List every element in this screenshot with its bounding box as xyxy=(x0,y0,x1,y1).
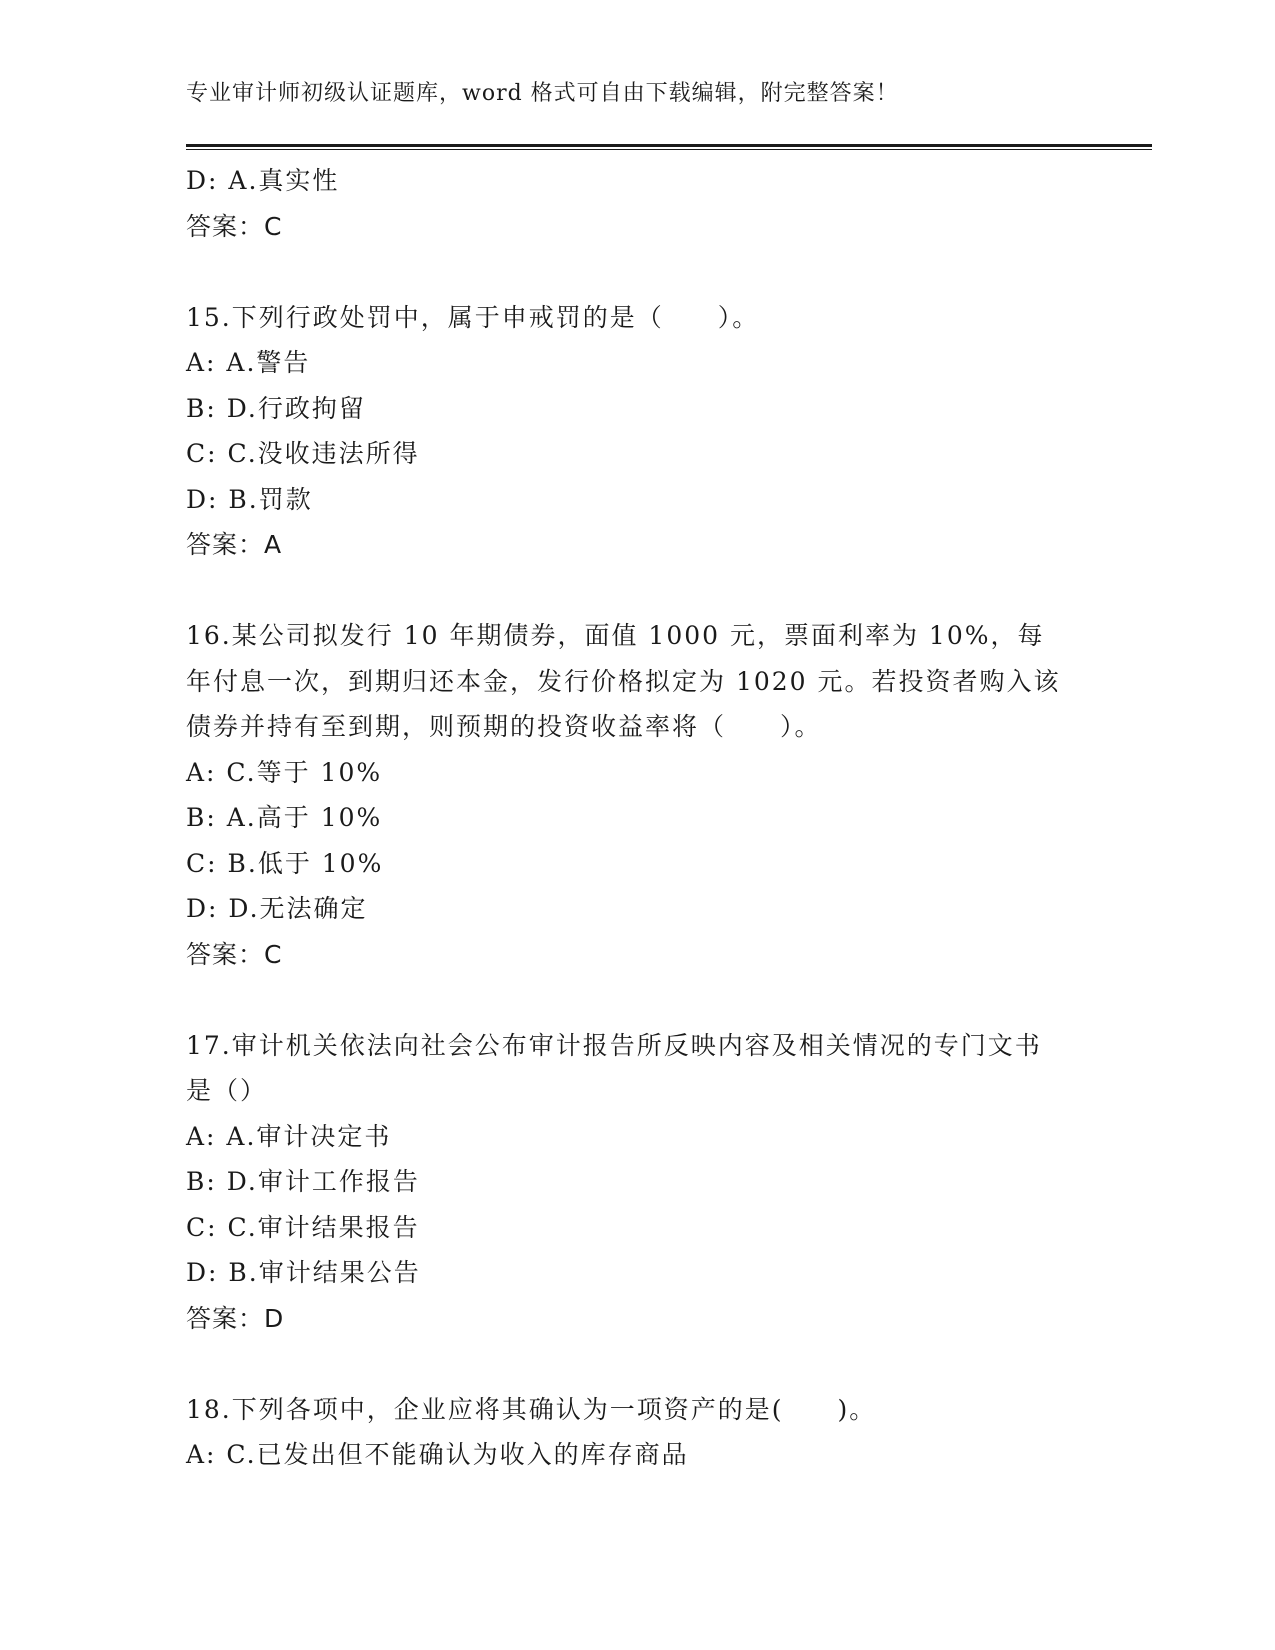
question-15 xyxy=(186,295,1086,568)
spacer xyxy=(186,568,1086,614)
question-stem: 17.审计机关依法向社会公布审计报告所反映内容及相关情况的专门文书是（） xyxy=(186,1030,1042,1105)
prev-option-d: D: A.真实性 xyxy=(186,166,340,195)
option-c: C: C.没收违法所得 xyxy=(186,439,420,468)
option-b: B: D.行政拘留 xyxy=(186,393,366,423)
option-b: B: D.审计工作报告 xyxy=(186,1167,420,1196)
question-18 xyxy=(186,1387,1086,1478)
question-stem: 18.下列各项中，企业应将其确认为一项资产的是( )。 xyxy=(186,1394,877,1424)
prev-answer: 答案：C xyxy=(186,211,283,241)
option-d: D: D.无法确定 xyxy=(186,894,368,923)
question-stem: 16.某公司拟发行 10 年期债券，面值 1000 元，票面利率为 10%，每年付息一次，到期归还本金，发行价格拟定为 1020 元。若投资者购入该债券并持有至到期，则预期的投资收益率将（ ）。 xyxy=(186,621,1061,741)
option-a: A: A.审计决定书 xyxy=(186,1121,392,1151)
option-b: B: A.高于 10% xyxy=(186,803,383,832)
document-body xyxy=(186,158,1086,1478)
question-17 xyxy=(186,1023,1086,1342)
answer: 答案：A xyxy=(186,530,283,559)
spacer xyxy=(186,977,1086,1023)
header-rule xyxy=(186,144,1152,152)
question-16 xyxy=(186,613,1086,977)
option-a: A: C.等于 10% xyxy=(186,757,383,787)
header-rule-thin xyxy=(186,149,1152,150)
spacer xyxy=(186,1341,1086,1387)
option-a: A: C.已发出但不能确认为收入的库存商品 xyxy=(186,1440,689,1469)
page-header: 专业审计师初级认证题库，word 格式可自由下载编辑，附完整答案！ xyxy=(186,81,899,106)
question-stem: 15.下列行政处罚中，属于申戒罚的是（ ）。 xyxy=(186,302,760,332)
option-c: C: C.审计结果报告 xyxy=(186,1212,420,1242)
option-c: C: B.低于 10% xyxy=(186,848,384,878)
option-a: A: A.警告 xyxy=(186,348,311,377)
answer: 答案：D xyxy=(186,1303,285,1333)
option-d: D: B.罚款 xyxy=(186,484,313,514)
answer: 答案：C xyxy=(186,939,283,969)
option-d: D: B.审计结果公告 xyxy=(186,1258,421,1287)
spacer xyxy=(186,249,1086,295)
header-rule-thick xyxy=(186,144,1152,147)
